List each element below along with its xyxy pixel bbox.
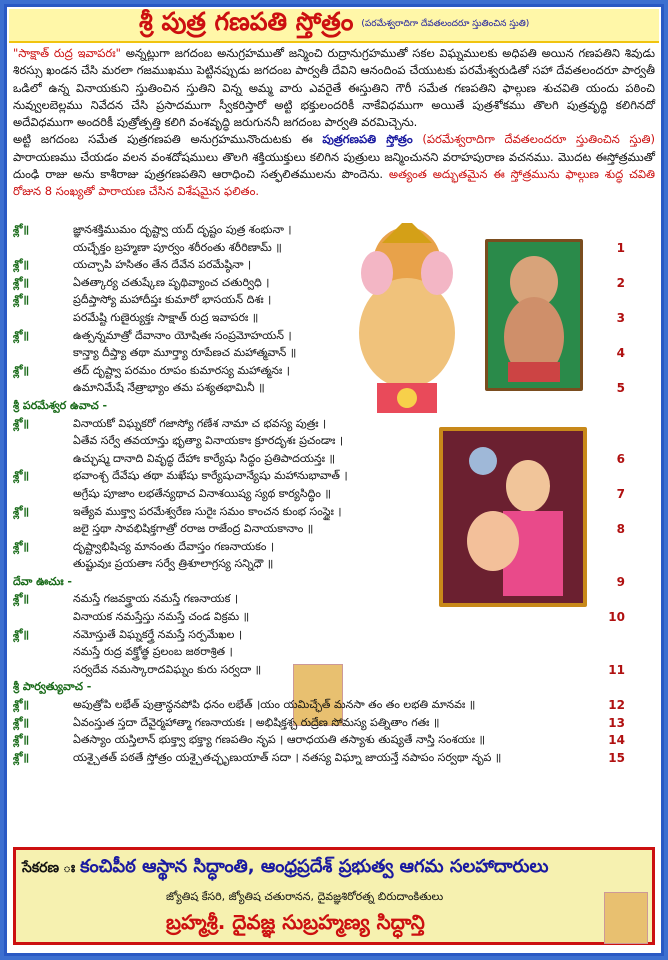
verse-number: 9 bbox=[616, 574, 625, 589]
intro-text-2: అట్టి జగదంబ సమేత పుత్రగణపతి అనుగ్రహమునొందుటకు ఈ bbox=[13, 132, 323, 147]
stotra-line bbox=[13, 592, 613, 610]
verse-text: భవాంశ్చ దేవేషు తథా మఖేషు కార్యేషుచాన్యేషు మహానుభావాత్ । bbox=[73, 469, 348, 483]
stotra-line bbox=[13, 417, 613, 435]
footer-label: సేకరణ ః bbox=[22, 860, 76, 876]
verse-number: 4 bbox=[616, 346, 625, 361]
stotra-line bbox=[13, 540, 613, 558]
stotra-line bbox=[13, 293, 613, 311]
verse-text: కాన్త్యా దీప్త్యా తథా మూర్త్యా రూపేణచ మహాత్మవాన్ ॥ bbox=[73, 346, 297, 360]
stotra-line bbox=[13, 486, 625, 505]
verse-text: ఉత్పన్నమాత్రో దేవానాం యోషితః సంప్రమోహయన్ । bbox=[73, 328, 292, 342]
stotra-line bbox=[13, 662, 625, 681]
verse-text: వినాయక నమస్తేస్తు నమస్తే చండ విక్రమ ॥ bbox=[73, 610, 250, 624]
verse-number: 1 bbox=[616, 240, 625, 255]
verse-text: వినాయకో విఘ్నకరో గజాస్యో గణేశ నామా చ భవస్య పుత్రః । bbox=[73, 416, 327, 430]
footer-line-2: జ్యోతిష కేసరి, జ్యోతిష చతురానన, దైవజ్ఞశిరోరత్న బిరుదాంకితులు bbox=[166, 890, 444, 903]
verse-marker: శ్లో॥ bbox=[13, 627, 30, 641]
section-heading: శ్రీ పార్వత్యువాచ - bbox=[13, 680, 92, 694]
stotra-line bbox=[13, 451, 625, 470]
verse-text: తుష్టువుః ప్రయతాః సర్వే త్రిశూలాగ్రస్య సన్నిధౌ ॥ bbox=[73, 557, 274, 571]
verse-number: 11 bbox=[608, 662, 625, 677]
verse-marker: శ్లో॥ bbox=[13, 698, 30, 712]
verse-marker: శ్లో॥ bbox=[13, 539, 30, 553]
verse-number: 10 bbox=[608, 610, 625, 625]
stotra-line bbox=[13, 364, 613, 382]
footer-box bbox=[13, 847, 655, 945]
verse-number: 8 bbox=[616, 522, 625, 537]
intro-quote: "సాక్షాత్ రుద్ర ఇవాపరః" bbox=[13, 46, 121, 60]
verse-text: అగ్రేషు పూజాం లభతేన్యథాచ వినాశయిష్య స్యథ కార్యసిద్ధిం ॥ bbox=[73, 486, 331, 500]
footer-author-name: బ్రహ్మశ్రీ. దైవజ్ఞ సుబ్రహ్మణ్య సిద్ధాన్తి bbox=[166, 910, 425, 934]
verse-number: 5 bbox=[616, 381, 625, 396]
verse-marker: శ్లో॥ bbox=[13, 258, 30, 272]
stotra-line bbox=[13, 645, 613, 663]
stotra-line bbox=[13, 628, 613, 646]
stotra-line bbox=[13, 223, 613, 241]
stotra-lines bbox=[13, 223, 625, 768]
verse-marker: శ్లో॥ bbox=[13, 504, 30, 518]
stotra-line bbox=[13, 574, 625, 593]
verse-text: దృష్ట్వాభిషిచ్య మానంతు దేవాస్తం గణనాయకం । bbox=[73, 539, 275, 553]
intro-stotra-title: పుత్రగణపతి స్తోత్రం bbox=[322, 132, 413, 147]
verse-text: నమస్తే గజవక్త్రాయ నమస్తే గణనాయక । bbox=[73, 592, 239, 606]
verse-number: 12 bbox=[608, 698, 625, 713]
verse-marker: శ్లో॥ bbox=[13, 275, 30, 289]
page-subtitle: (పరమేశ్వరాదిగా దేవతలందరూ స్తుతించిన స్తుతి) bbox=[361, 19, 530, 29]
footer-portrait-image bbox=[604, 892, 648, 944]
intro-text-4: అత్యంత అద్భుతమైన ఈ స్తోత్రమును ఫాల్గుణ శుద్ధ చవితి రోజున 8 సంఖ్యతో పారాయణ చేసిన విశేషమైన ఫలితం. bbox=[13, 167, 655, 199]
stotra-line bbox=[13, 698, 625, 716]
verse-marker: శ్లో॥ bbox=[13, 715, 30, 729]
stotra-line bbox=[13, 505, 613, 523]
stotra-line bbox=[13, 680, 613, 698]
verse-number: 6 bbox=[616, 451, 625, 466]
stotra-line bbox=[13, 469, 613, 487]
verse-number: 15 bbox=[608, 750, 625, 765]
verse-marker: శ్లో॥ bbox=[13, 293, 30, 307]
verse-text: యచ్ఛేక్తం బ్రహ్మణా పూర్వం శరీరంతు శరీరిణామ్ ॥ bbox=[73, 240, 282, 254]
stotra-line bbox=[13, 381, 625, 399]
verse-text: ఉమానిమేషే నేత్రాభ్యాం తమ పశ్యతభామినీ ॥ bbox=[73, 381, 265, 395]
stotra-line bbox=[13, 557, 613, 575]
verse-marker: శ్లో॥ bbox=[13, 733, 30, 747]
verse-text: సర్వదేవ నమస్కారాదవిఘ్నం కురు సర్వదా ॥ bbox=[73, 662, 262, 676]
verse-number: 13 bbox=[608, 715, 625, 730]
verse-marker: శ్లో॥ bbox=[13, 592, 30, 606]
verse-text: పరమేష్టి గుణైర్యుక్తః సాక్షాత్ రుద్ర ఇవాపరః ॥ bbox=[73, 310, 259, 324]
verse-text: ఏతస్యాం యస్తిలాన్ భుక్త్వా భక్త్యా గణపతిం నృప । ఆరాధయతి తస్యాశు తుష్యతే నాస్తి సంశయః ॥ bbox=[73, 733, 486, 747]
stotra-line bbox=[13, 522, 625, 540]
verse-text: యచ్చాపి హసితం తేన దేవేన పరమేష్ఠినా । bbox=[73, 258, 252, 272]
stotra-line bbox=[13, 275, 625, 294]
page-title: శ్రీ పుత్ర గణపతి స్తోత్రం bbox=[139, 7, 354, 36]
intro-text-3: పారాయణము చేయడం వలన వంశదోషములు తొలగి శక్తియుక్తులు కలిగిన పుత్రులు జన్మించునని వరాహపురాణ వచనము. మొదట ఈస్తోత్రముతో దుంఢి రాజు అను కాశీరాజు పుత్రగణపతిని ఆరాధించి సత్ఫలితములను పొందెను. bbox=[13, 149, 655, 182]
verse-text: ఏతేవ సర్వే తవయాన్తు భృత్యా వినాయకాః క్రూరదృశః ప్రచండాః । bbox=[73, 434, 344, 448]
footer-credentials: కంచిపీఠ ఆస్థాన సిద్ధాంతి, ఆంధ్రప్రదేశ్ ప్రభుత్వ ఆగమ సలహాదారులు bbox=[80, 856, 549, 877]
stotra-line bbox=[13, 258, 613, 276]
verse-text: ఏవంస్తుత స్తదా దేవైర్మహాత్మా గణనాయకః । అభిషిక్తశ్చ రుద్రేణ సోమస్య పత్నితాం గతః ॥ bbox=[73, 715, 440, 729]
verse-text: నమోస్తుతే విఘ్నకర్త్రే నమస్తే సర్పమేఖల । bbox=[73, 627, 243, 641]
stotra-line bbox=[13, 310, 625, 329]
verse-marker: శ్లో॥ bbox=[13, 416, 30, 430]
verse-text: ప్రదీప్తాస్యో మహాదీప్తః కుమారో భాసయన్ దిశః । bbox=[73, 293, 272, 307]
verse-marker: శ్లో॥ bbox=[13, 328, 30, 342]
verse-number: 3 bbox=[616, 310, 625, 325]
verse-text: జ్ఞానశక్తిముమం దృష్ట్వా యద్ దృష్టం పుత్ర శంభునా । bbox=[73, 223, 292, 236]
verse-text: యశ్చైతత్ పఠతే స్తోత్రం యశ్చైతచ్ఛృణుయాత్ సదా । నతస్య విఘ్నా జాయన్తే నపాపం సర్వథా నృప ॥ bbox=[73, 750, 502, 764]
verse-text: ఇత్యేవ ముక్త్వా పరమేశ్వరేణ సురైః సమం కాంచన కుంభ సంస్థైః । bbox=[73, 504, 342, 518]
intro-text-1: అన్నట్లుగా జగదంబ అనుగ్రహముతో జన్మించి రుద్రానుగ్రహముతో సకల విఘ్నములకు అధిపతి అయిన గణపతిని శివుడు శిరస్సు ఖండన చేసి మరలా గజముఖము పెట్టినప్పుడు జగదంబ పార్వతీ దేవిని ఆనందింప చేయుటకు పరమేశ్వరుడితో సహా దేవతలందరూ పార్వతీ ఒడిలో ఉన్న వినాయకుని స్తుతించిన స్తుతిని విన్న అమ్మ వారు ఎవరైతే ఈస్తుతిని గౌరీ సమేత గణపతిని ఫాల్గుణ శుచవితి యందు పఠించి నువ్వులబెల్లము నివేదన చేసి ప్రసాదముగా స్వీకరిస్తారో అట్టి భక్తులందరికీ నాకేవిధముగా అయితే పుత్రశోకము తొలగి పుత్రవృద్ధి కలిగినదో అదేవిధముగా అందరికీ పుత్రోత్పత్తి కలిగి వంశవృద్ధి జరుగుననీ జగదంబ పార్వతి వరమిచ్చెను. bbox=[13, 46, 655, 130]
section-heading: శ్రీ పరమేశ్వర ఉవాచ - bbox=[13, 398, 108, 412]
stotra-line bbox=[13, 715, 625, 734]
stotra-line bbox=[13, 329, 613, 347]
verse-number: 7 bbox=[616, 486, 625, 501]
verse-number: 2 bbox=[616, 275, 625, 290]
verse-text: ఏతత్కార్య చతుష్కేణ పృథివ్యాంచ చతుర్విధి । bbox=[73, 275, 270, 289]
stotra-line bbox=[13, 434, 613, 452]
verse-marker: శ్లో॥ bbox=[13, 223, 30, 236]
stotra-line bbox=[13, 399, 613, 417]
verse-marker: శ్లో॥ bbox=[13, 363, 30, 377]
stotra-line bbox=[13, 240, 625, 259]
page-frame bbox=[4, 4, 664, 956]
verse-text: తద్ దృష్ట్వా పరమం రూపం కుమారస్య మహాత్మనః । bbox=[73, 363, 290, 377]
section-heading: దేవా ఊచుః - bbox=[13, 574, 72, 588]
intro-paragraph bbox=[13, 45, 655, 201]
verse-marker: శ్లో॥ bbox=[13, 750, 30, 764]
verse-text: జలై స్తథా సావభిషిక్తగాత్రో రరాజ రాజేంద్ర వినాయకానాం ॥ bbox=[73, 522, 314, 536]
title-bar bbox=[9, 9, 659, 43]
verse-text: నమస్తే రుద్ర వక్త్రోత్థ ప్రలంబ జఠరాశ్రిత । bbox=[73, 645, 233, 659]
stotra-line bbox=[13, 346, 625, 364]
footer-line-1 bbox=[22, 856, 548, 881]
verse-text: అపుత్రోపి లభేత్ పుత్రాన్ధనపోపి ధనం లభేత్ ।యం యమిచ్ఛేత్ మనసా తం తం లభతి మానవః ॥ bbox=[73, 698, 476, 712]
verse-text: ఉచ్ఛుష్మ దానాది వివృద్ధ దేహాః కార్యేషు సిద్ధం ప్రతిపాదయన్తః ॥ bbox=[73, 451, 336, 465]
stotra-line bbox=[13, 610, 625, 628]
stotra-line bbox=[13, 733, 625, 751]
stotra-line bbox=[13, 750, 625, 769]
verse-marker: శ్లో॥ bbox=[13, 469, 30, 483]
verse-number: 14 bbox=[608, 733, 625, 748]
intro-hl: (పరమేశ్వరాదిగా దేవతలందరూ స్తుతించిన స్తుతి) bbox=[412, 132, 655, 147]
